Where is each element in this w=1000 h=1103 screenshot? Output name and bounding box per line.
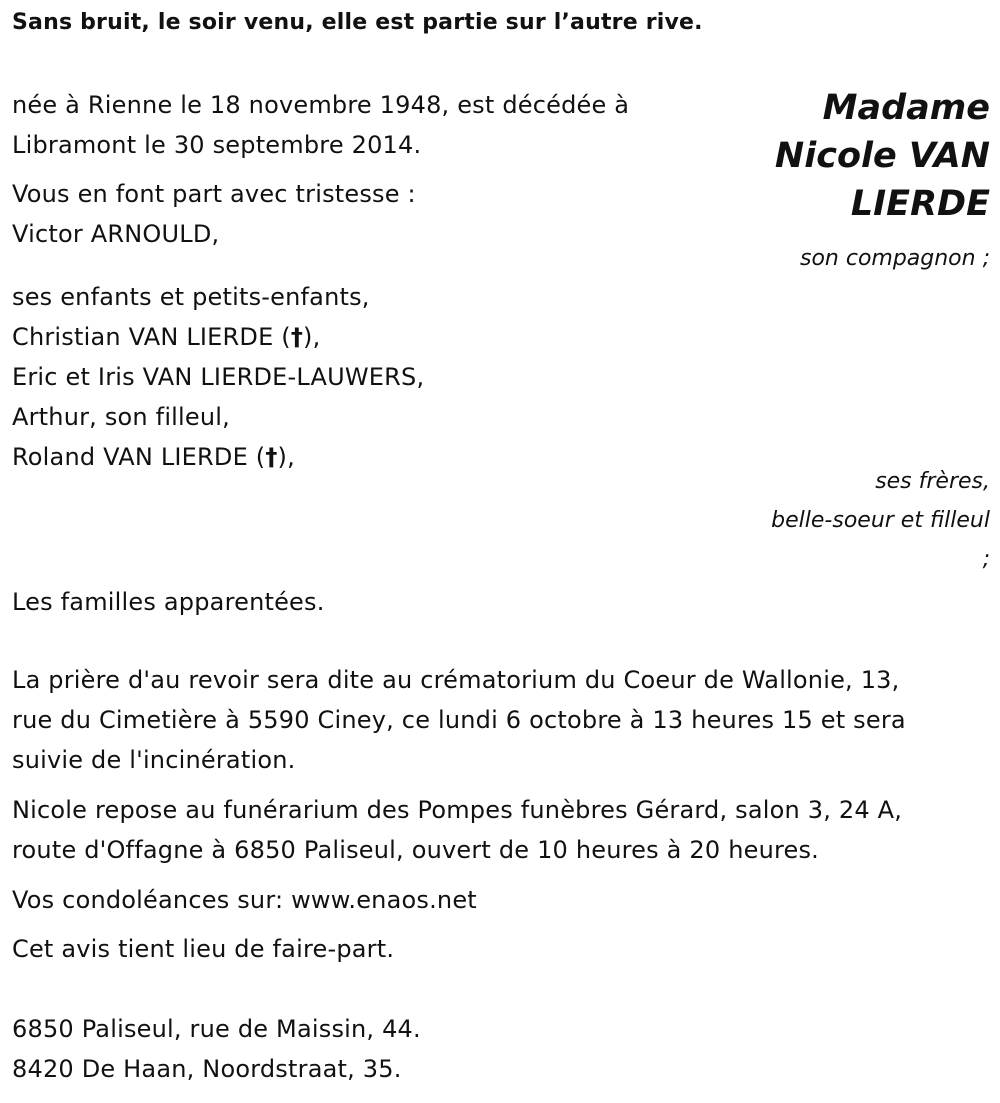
siblings-role <box>771 462 990 579</box>
family-member: Eric et Iris VAN LIERDE-LAUWERS, <box>12 363 425 391</box>
siblings-role-line-1: ses frères, <box>875 469 990 494</box>
announce-intro: Vous en font part avec tristesse : <box>12 180 416 208</box>
deceased-title: Madame <box>822 88 990 128</box>
deceased-last-name: LIERDE <box>850 184 990 224</box>
children-intro: ses enfants et petits-enfants, <box>12 283 370 311</box>
birth-death-info <box>12 85 692 165</box>
family-member: Christian VAN LIERDE (†), <box>12 323 321 351</box>
family-list <box>12 277 692 477</box>
rest-line: route d'Offagne à 6850 Paliseul, ouvert de 10 heures à 20 heures. <box>12 836 820 864</box>
address-line: 6850 Paliseul, rue de Maissin, 44. <box>12 1015 421 1043</box>
birth-line-1: née à Rienne le 18 novembre 1948, est décédée à <box>12 91 630 119</box>
companion-role: son compagnon ; <box>799 246 990 271</box>
family-member: Roland VAN LIERDE (†), <box>12 443 295 471</box>
deceased-name-block <box>730 84 990 228</box>
birth-line-2: Libramont le 30 septembre 2014. <box>12 131 422 159</box>
families-line: Les familles apparentées. <box>12 588 325 616</box>
rest-line: Nicole repose au funérarium des Pompes funèbres Gérard, salon 3, 24 A, <box>12 796 903 824</box>
prayer-info <box>12 660 992 780</box>
siblings-role-line-3: ; <box>982 547 990 572</box>
companion-name: Victor ARNOULD, <box>12 220 220 248</box>
header-quote: Sans bruit, le soir venu, elle est partie sur l’autre rive. <box>12 10 703 35</box>
addresses <box>12 1009 692 1089</box>
rest-info <box>12 790 992 870</box>
prayer-line: rue du Cimetière à 5590 Ciney, ce lundi 6 octobre à 13 heures 15 et sera <box>12 706 906 734</box>
notice-line: Cet avis tient lieu de faire-part. <box>12 935 395 963</box>
prayer-line: La prière d'au revoir sera dite au crématorium du Coeur de Wallonie, 13, <box>12 666 900 694</box>
deceased-first-name: Nicole VAN <box>774 136 990 176</box>
announcement <box>12 174 692 254</box>
address-line: 8420 De Haan, Noordstraat, 35. <box>12 1055 402 1083</box>
family-member: Arthur, son filleul, <box>12 403 230 431</box>
condolences-line: Vos condoléances sur: www.enaos.net <box>12 886 477 914</box>
siblings-role-line-2: belle-soeur et filleul <box>771 508 990 533</box>
cross-icon: † <box>265 443 278 471</box>
prayer-line: suivie de l'incinération. <box>12 746 296 774</box>
cross-icon: † <box>290 323 304 351</box>
